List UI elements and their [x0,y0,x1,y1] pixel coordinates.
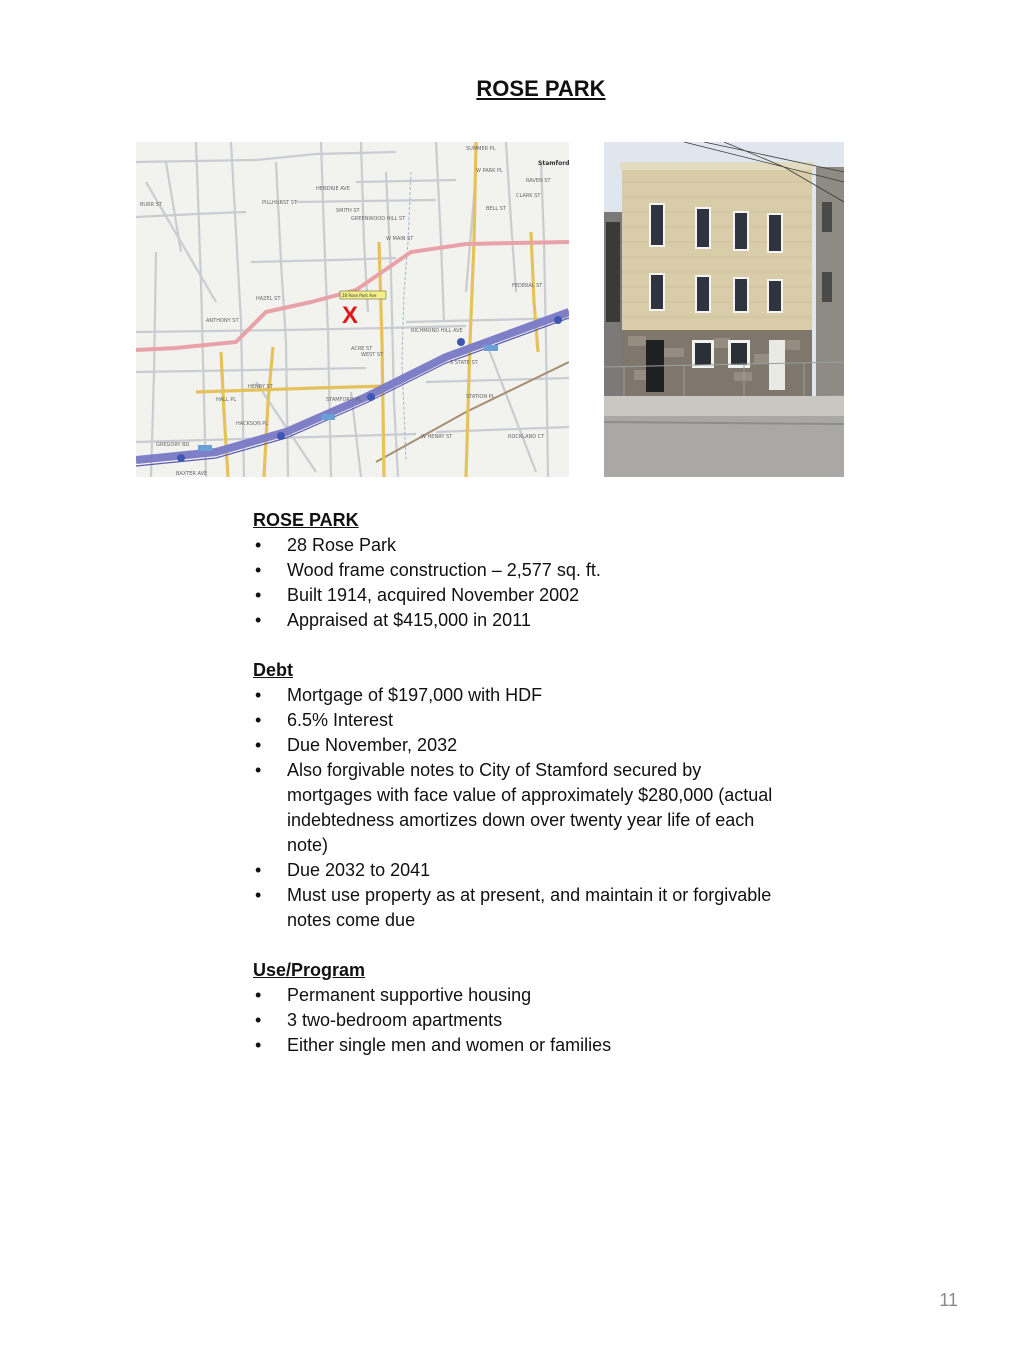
building-photo [604,142,844,477]
page-title: ROSE PARK [476,76,606,101]
map-callout-label: 28 Rose Park Ave [342,293,377,298]
map-label: W PARK PL [476,168,503,174]
map-label: SMITH ST [336,208,360,214]
bullet-list [253,533,773,633]
map-label: PILLHURST ST [262,200,297,206]
list-item: • Permanent supportive housing [253,983,773,1008]
location-marker-icon: X [342,302,359,329]
street-map [136,142,569,477]
list-item: • Must use property as at present, and maintain it or forgivable notes come due [253,883,773,933]
bullet-list [253,683,773,933]
map-label: HAZEL ST [256,296,281,302]
list-item: • Appraised at $415,000 in 2011 [253,608,773,633]
map-label: ROCKLAND CT [508,434,545,440]
map-label: STAMFORD PL [326,397,362,403]
map-label: GREENWOOD HILL ST [351,216,406,222]
property-details [253,508,773,1083]
list-item: • Also forgivable notes to City of Stamford secured by mortgages with face value of approximately $280,000 (actual indebtedness amortizes down over twenty year life of each note) [253,758,773,858]
list-item: • Mortgage of $197,000 with HDF [253,683,773,708]
map-label: BELL ST [486,206,506,212]
map-label: W HENRY ST [421,434,453,440]
map-label: ANTHONY ST [206,318,239,324]
map-label: W MAIN ST [386,236,414,242]
map-label: FEDERAL ST [512,283,543,289]
section-debt [253,658,773,933]
section-property [253,508,773,633]
list-item: • Either single men and women or families [253,1033,773,1058]
map-label: BURR ST [140,202,162,208]
map-label: GREGORY BD [156,442,190,448]
map-label: ACRE ST [351,346,373,352]
page-number: 11 [939,1290,958,1310]
map-label: HALL PL [216,397,237,403]
map-label: S STATE ST [450,360,478,366]
map-label: BAXTER AVE [176,471,208,477]
map-label: RAVEN ST [526,178,551,184]
list-item: • Due November, 2032 [253,733,773,758]
map-label: WEST ST [361,352,384,358]
section-heading: Use/Program [253,960,366,980]
map-label: STATION PL [466,394,495,400]
map-label: HENDRIE AVE [316,186,350,192]
section-heading: ROSE PARK [253,510,359,530]
list-item: • 3 two-bedroom apartments [253,1008,773,1033]
list-item: • Built 1914, acquired November 2002 [253,583,773,608]
list-item: • Wood frame construction – 2,577 sq. ft. [253,558,773,583]
map-label-city: Stamford [538,160,569,167]
map-label: HENRY ST [248,384,273,390]
list-item: • 6.5% Interest [253,708,773,733]
bullet-list [253,983,773,1058]
list-item: • 28 Rose Park [253,533,773,558]
list-item: • Due 2032 to 2041 [253,858,773,883]
map-label: RICHMOND HILL AVE [411,328,463,334]
map-label: CLARK ST [516,193,541,199]
map-label: SUMMER PL [466,146,496,152]
section-heading: Debt [253,660,293,680]
section-use-program [253,958,773,1058]
map-label: HACKSON PL [236,421,269,427]
